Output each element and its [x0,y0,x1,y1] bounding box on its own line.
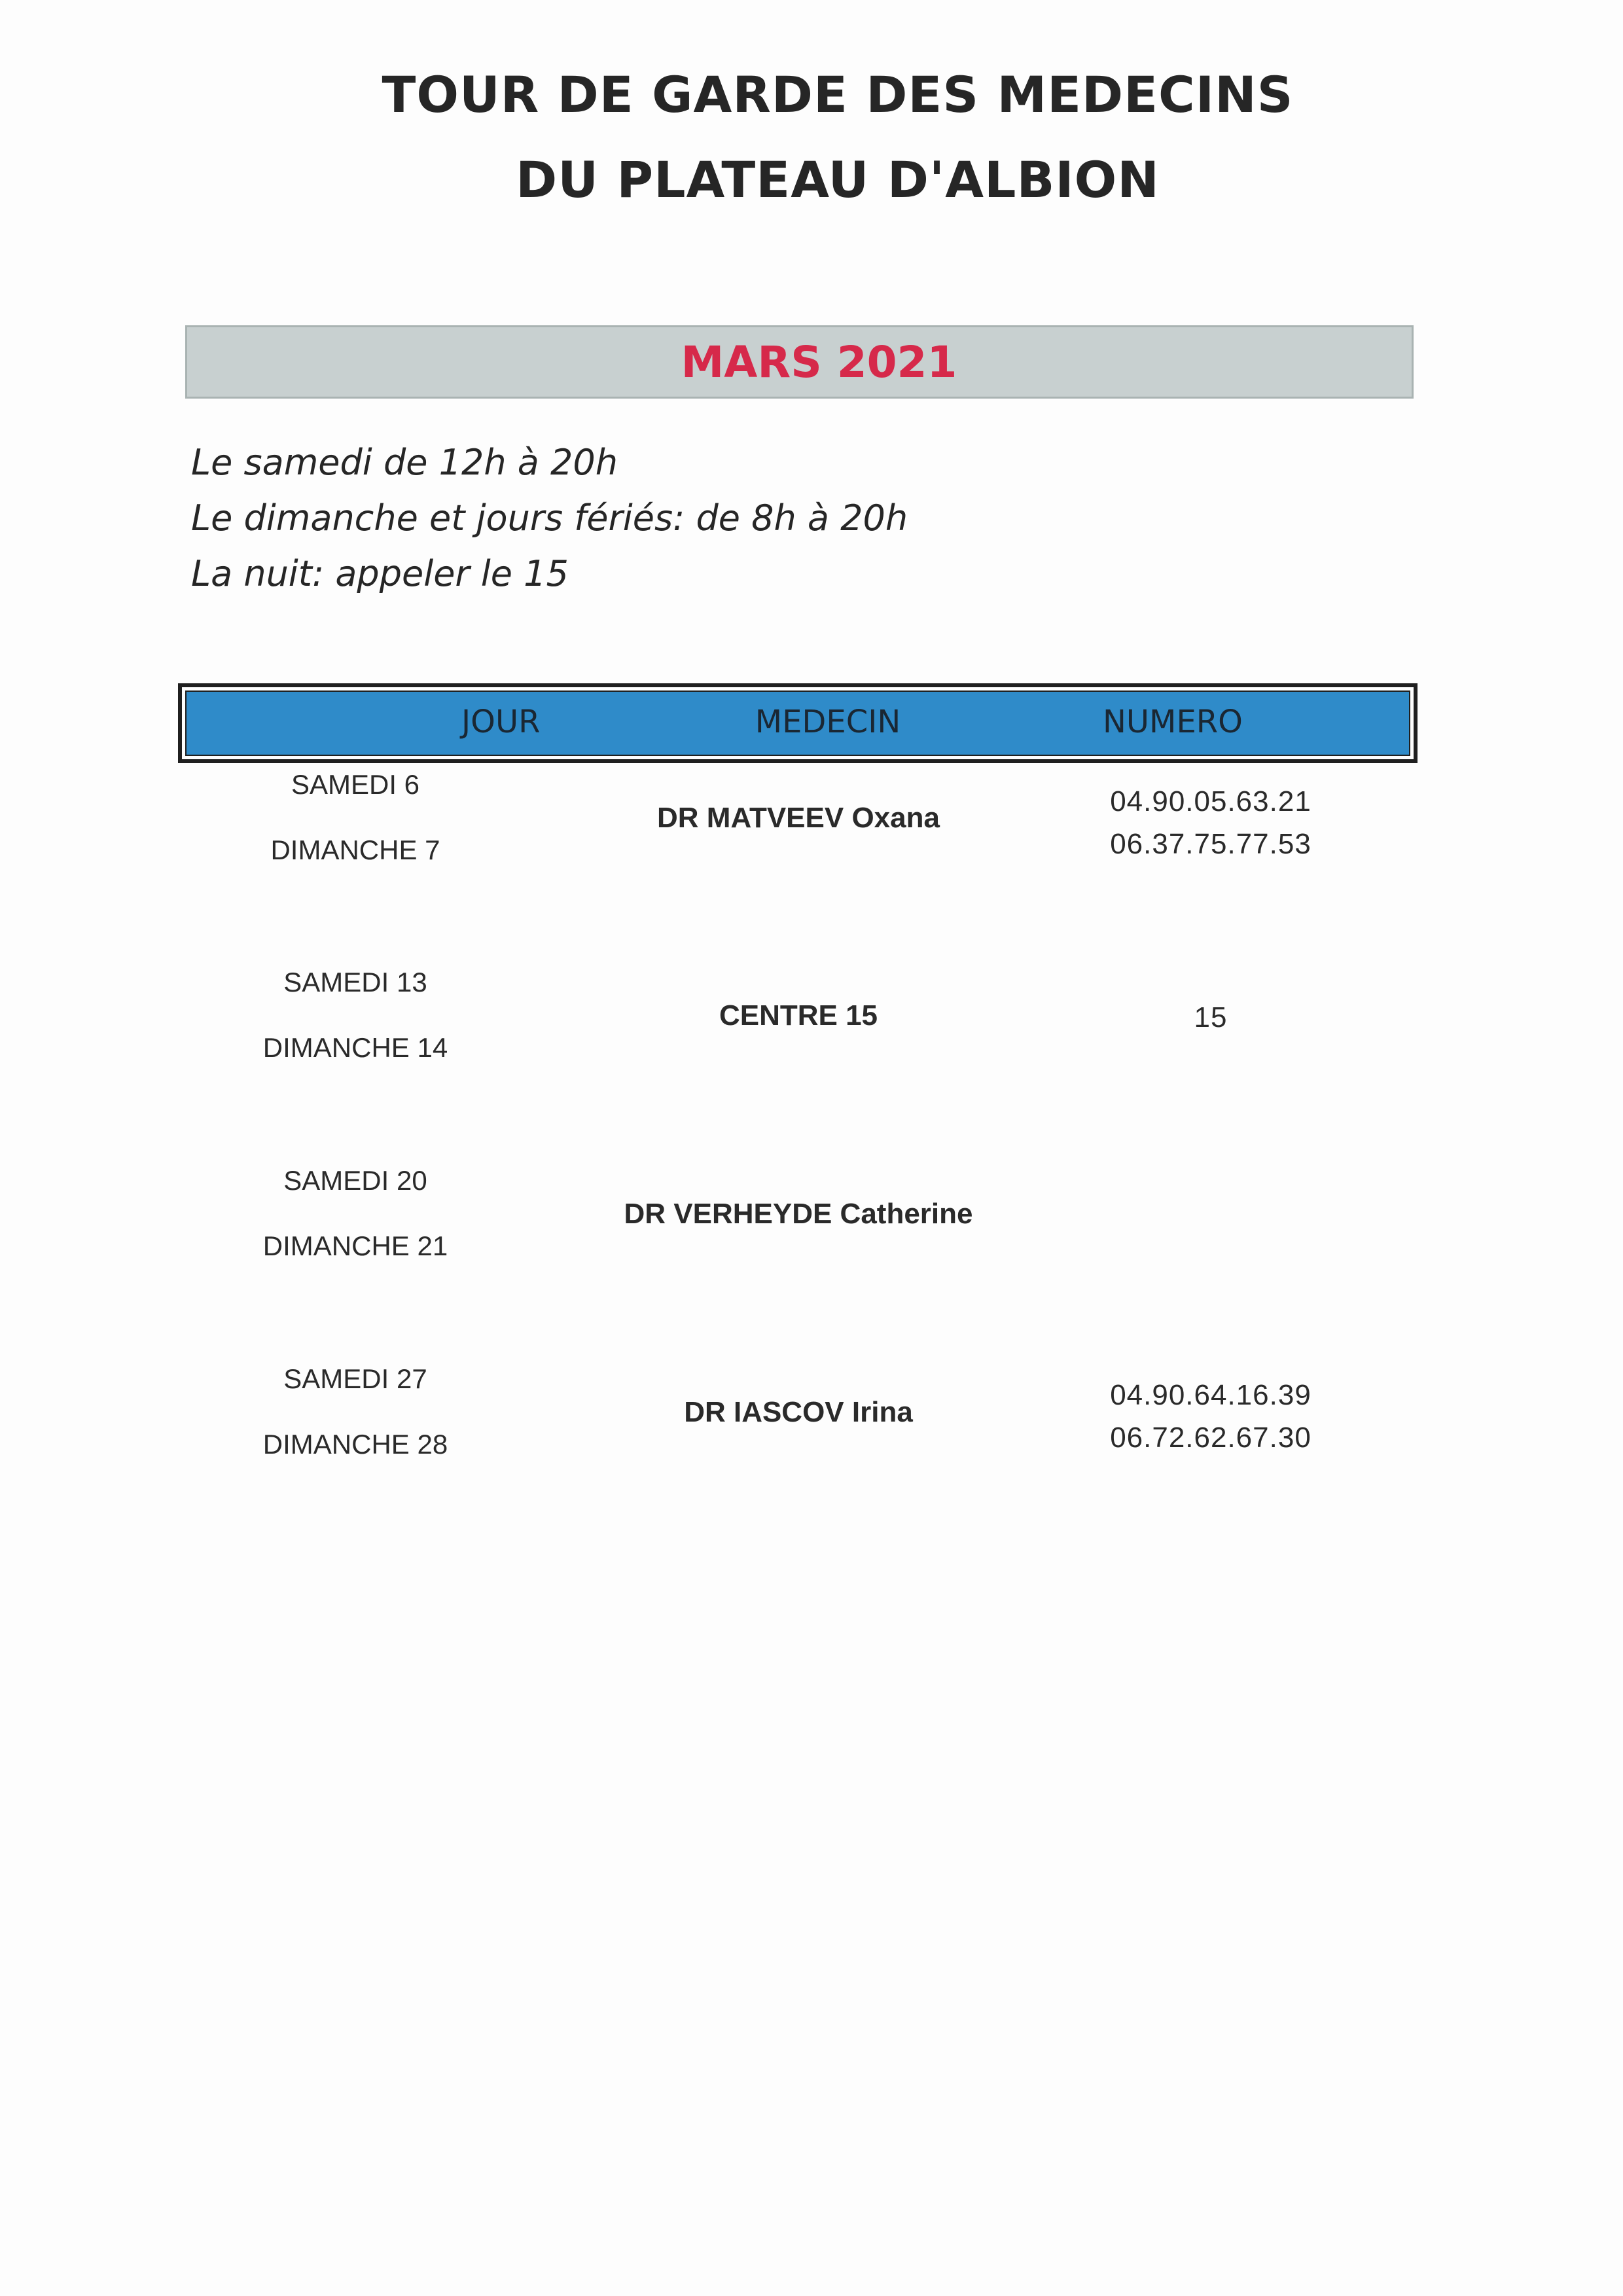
row-doctor: DR MATVEEV Oxana [657,802,940,834]
row-phone-2: 06.37.75.77.53 [1110,828,1311,860]
row-phone-1: 04.90.05.63.21 [1110,785,1311,817]
hours-night: La nuit: appeler le 15 [191,553,569,594]
month-banner [185,325,1414,399]
row-day-saturday: SAMEDI 13 [283,967,427,997]
row-day-saturday: SAMEDI 6 [291,769,420,800]
row-doctor: DR VERHEYDE Catherine [624,1198,973,1230]
page-title-line2: DU PLATEAU D'ALBION [516,151,1160,209]
row-doctor: DR IASCOV Irina [684,1396,913,1428]
row-phone-1: 04.90.64.16.39 [1110,1379,1311,1411]
column-header-medecin: MEDECIN [755,704,901,740]
row-phone-1: 15 [1194,1001,1228,1033]
hours-sunday-holidays: Le dimanche et jours fériés: de 8h à 20h [191,497,908,539]
row-day-sunday: DIMANCHE 14 [262,1032,448,1063]
month-label: MARS 2021 [681,337,957,387]
row-doctor: CENTRE 15 [719,999,878,1031]
row-day-sunday: DIMANCHE 28 [262,1429,448,1460]
table-header [178,683,1418,763]
page-title-line1: TOUR DE GARDE DES MEDECINS [382,65,1294,124]
column-header-jour: JOUR [461,704,541,740]
row-phone-2: 06.72.62.67.30 [1110,1422,1311,1454]
row-day-saturday: SAMEDI 27 [283,1363,427,1394]
column-header-numero: NUMERO [1103,704,1243,740]
row-day-saturday: SAMEDI 20 [283,1165,427,1196]
row-day-sunday: DIMANCHE 7 [270,834,440,865]
row-day-sunday: DIMANCHE 21 [262,1230,448,1261]
hours-saturday: Le samedi de 12h à 20h [191,442,618,483]
table-header-bar [185,691,1410,756]
